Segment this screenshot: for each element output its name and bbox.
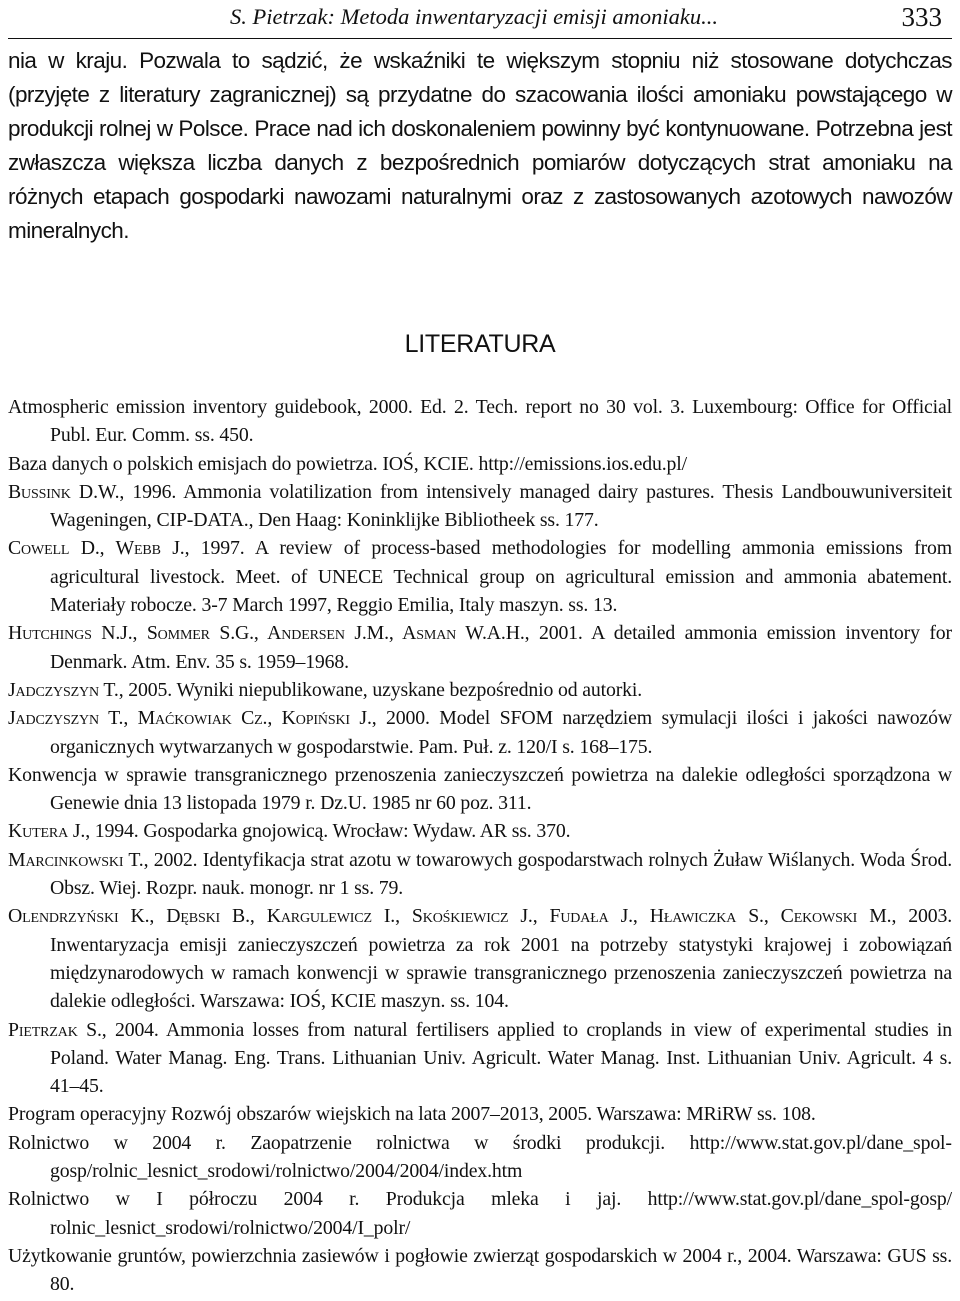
running-header	[8, 2, 952, 39]
reference-text: Użytkowanie gruntów, powierzchnia zasiewów i pogłowie zwierząt gospodarskich w 2004 r., 2004. Warszawa: GUS ss. 80.	[8, 1244, 952, 1296]
reference-author: Bussink D.W.	[8, 480, 120, 503]
reference-author: Olendrzyński K., Dębski B., Kargulewicz I., Skośkiewicz J., Fudała J., Hławiczka S., Cekowski M.	[8, 905, 892, 928]
reference-item	[8, 619, 952, 676]
reference-text: Atmospheric emission inventory guidebook, 2000. Ed. 2. Tech. report no 30 vol. 3. Luxembourg: Office for Official Publ. Eur. Comm. ss. 450.	[8, 396, 952, 447]
reference-text: Program operacyjny Rozwój obszarów wiejskich na lata 2007–2013, 2005. Warszawa: MRiRW ss. 108.	[8, 1103, 816, 1126]
reference-text: , 2001. A detailed ammonia emission inventory for Denmark. Atm. Env. 35 s. 1959–1968.	[50, 622, 952, 673]
reference-item	[8, 817, 952, 845]
reference-text: , 1996. Ammonia volatilization from intensively managed dairy pastures. Thesis Landbouwuniversiteit Wageningen, CIP-DATA., Den Haag: Koninklijke Bibliotheek ss. 177.	[50, 480, 952, 532]
reference-author: Jadczyszyn T., Maćkowiak Cz., Kopiński J.	[8, 707, 372, 730]
reference-item	[8, 534, 952, 619]
reference-item	[8, 1016, 952, 1101]
reference-text: , 2002. Identyfikacja strat azotu w towarowych gospodarstwach rolnych Żuław Wiślanych. Woda Środ. Obsz. Wiej. Rozpr. nauk. monogr. nr 1 ss. 79.	[50, 848, 952, 900]
section-heading: LITERATURA	[404, 330, 556, 358]
reference-item	[8, 1129, 952, 1186]
reference-text: Rolnictwo w 2004 r. Zaopatrzenie rolnictwa w środki produkcji. http://www.stat.gov.pl/dane_spolgosp/rolnic_lesnict_srodowi/rolnictwo/2004/2004/index.htm	[8, 1131, 952, 1183]
body-paragraph: nia w kraju. Pozwala to sądzić, że wskaźniki te większym stopniu niż stosowane dotychczas (przyjęte z literatury zagranicznej) są przydatne do szacowania ilości amoniaku powstającego w produkcji rolnej w Polsce. Prace nad ich doskonaleniem powinny być kontynuowane. Potrzebna jest zwłaszcza większa liczba danych z bezpośrednich pomiarów dotyczących strat amoniaku na różnych etapach gospodarki nawozami naturalnymi oraz z zastosowanych azotowych nawozów mineralnych.	[8, 48, 952, 243]
reference-author: Kutera J.	[8, 820, 86, 843]
reference-author: Marcinkowski T.	[8, 848, 144, 871]
reference-text: , 2004. Ammonia losses from natural fertilisers applied to croplands in view of experimental studies in Poland. Water Manag. Eng. Trans. Lithuanian Univ. Agricult. Water Manag. Inst. Lithuanian Univ. Agricult. 4 s. 41–45.	[50, 1018, 952, 1098]
reference-author: Pietrzak S.	[8, 1018, 102, 1041]
page-number: 333	[901, 2, 942, 32]
reference-text: , 1997. A review of process-based methodologies for modelling ammonia emissions from agricultural livestock. Meet. of UNECE Technical group on agricultural emission and ammonia abatement. Materiały robocze. 3-7 March 1997, Reggio Emilia, Italy maszyn. ss. 13.	[50, 537, 952, 617]
reference-author: Cowell D., Webb J.	[8, 537, 185, 560]
reference-author: Hutchings N.J., Sommer S.G., Andersen J.M., Asman W.A.H.	[8, 622, 525, 645]
reference-item	[8, 846, 952, 903]
reference-item	[8, 450, 952, 478]
running-title: S. Pietrzak: Metoda inwentaryzacji emisji amoniaku...	[230, 4, 719, 29]
reference-author: Jadczyszyn T.	[8, 678, 119, 701]
reference-text: Baza danych o polskich emisjach do powietrza. IOŚ, KCIE. http://emissions.ios.edu.pl/	[8, 452, 687, 475]
reference-text: , 2000. Model SFOM narzędziem symulacji ilości i jakości nawozów organicznych wytwarzanych w gospodarstwie. Pam. Puł. z. 120/I s. 168–175.	[50, 707, 952, 758]
reference-item	[8, 1185, 952, 1242]
reference-item	[8, 676, 952, 704]
reference-item	[8, 902, 952, 1015]
reference-item	[8, 761, 952, 818]
reference-item	[8, 1242, 952, 1299]
reference-text: , 1994. Gospodarka gnojowicą. Wrocław: Wydaw. AR ss. 370.	[85, 820, 571, 843]
reference-text: Konwencja w sprawie transgranicznego przenoszenia zanieczyszczeń powietrza na dalekie odległości sporządzona w Genewie dnia 13 listopada 1979 r. Dz.U. 1985 nr 60 poz. 311.	[8, 763, 952, 815]
reference-text: , 2003. Inwentaryzacja emisji zanieczyszczeń powietrza za rok 2001 na potrzeby statystyki krajowej i zobowiązań międzynarodowych w ramach konwencji w sprawie transgranicznego przenoszenia zanieczyszczeń powietrza na dalekie odległości. Warszawa: IOŚ, KCIE maszyn. ss. 104.	[50, 905, 952, 1013]
reference-text: Rolnictwo w I półroczu 2004 r. Produkcja mleka i jaj. http://www.stat.gov.pl/dane_spol-gosp/ rolnic_lesnict_srodowi/rolnictwo/2004/I_polr/	[8, 1188, 952, 1239]
reference-list	[8, 393, 952, 1299]
reference-item	[8, 478, 952, 535]
reference-item	[8, 704, 952, 761]
reference-text: , 2005. Wyniki niepublikowane, uzyskane bezpośrednio od autorki.	[118, 678, 643, 701]
reference-item	[8, 393, 952, 450]
reference-item	[8, 1100, 952, 1128]
